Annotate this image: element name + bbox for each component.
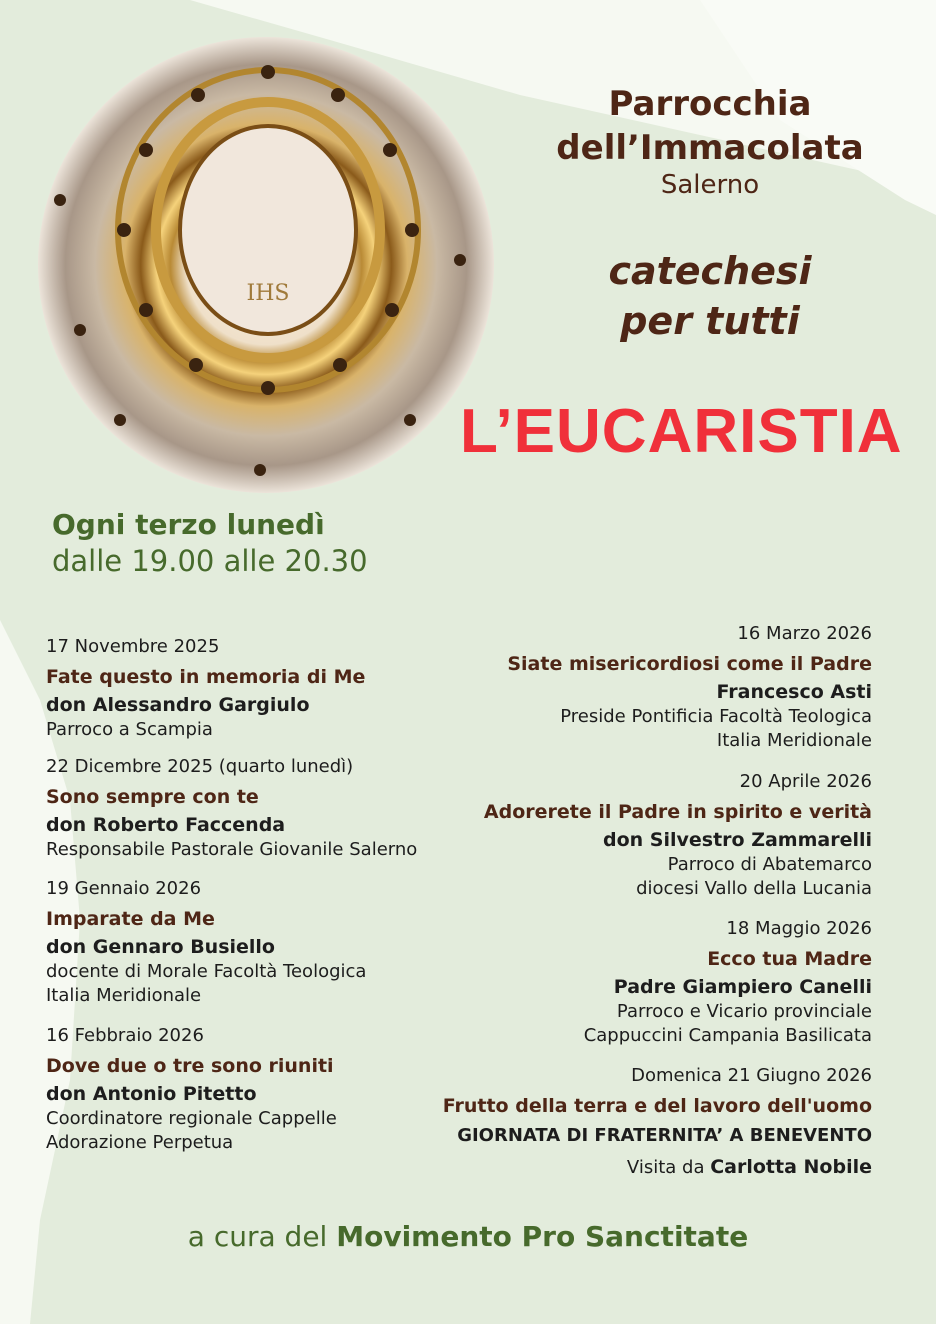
event-date: 20 Aprile 2026 [739, 771, 872, 792]
svg-text:IHS: IHS [246, 281, 290, 306]
event-title: Adorerete il Padre in spirito e verità [483, 801, 872, 823]
parish-name-line1: Parrocchia [608, 84, 812, 124]
event-date: 22 Dicembre 2025 (quarto lunedì) [46, 756, 354, 777]
event-speaker: don Gennaro Busiello [46, 936, 275, 958]
event-role: Italia Meridionale [46, 985, 202, 1006]
event-role: Parroco di Abatemarco [667, 854, 872, 875]
event-title: Fate questo in memoria di Me [46, 666, 366, 688]
event-speaker: don Antonio Pitetto [46, 1083, 257, 1105]
event-role: Responsabile Pastorale Giovanile Salerno [46, 839, 418, 860]
event-speaker: Francesco Asti [716, 681, 872, 703]
footer-prefix: a cura del [187, 1220, 337, 1253]
event-6 [484, 771, 872, 901]
event-role: Italia Meridionale [716, 730, 872, 751]
event-date: 17 Novembre 2025 [46, 636, 220, 657]
event-speaker: don Roberto Faccenda [46, 814, 286, 836]
event-5 [507, 623, 872, 753]
visit-prefix: Visita da [626, 1157, 711, 1178]
event-3 [46, 878, 366, 1008]
footer [0, 1220, 936, 1253]
event-highlight: GIORNATA DI FRATERNITA’ A BENEVENTO [457, 1125, 872, 1146]
event-visit [443, 1155, 872, 1180]
event-1 [46, 636, 365, 742]
schedule-hours: dalle 19.00 alle 20.30 [52, 544, 368, 578]
event-role: docente di Morale Facoltà Teologica [46, 961, 367, 982]
event-date: 19 Gennaio 2026 [46, 878, 202, 899]
event-speaker: Padre Giampiero Canelli [613, 976, 872, 998]
event-date: Domenica 21 Giugno 2026 [631, 1065, 872, 1086]
event-title: Dove due o tre sono riuniti [46, 1055, 334, 1077]
theme-title: L’EUCARISTIA [460, 397, 903, 466]
event-title: Imparate da Me [46, 908, 215, 930]
event-8 [443, 1065, 872, 1180]
event-title: Siate misericordiosi come il Padre [507, 653, 872, 675]
event-title: Frutto della terra e del lavoro dell'uomo [442, 1095, 872, 1117]
parish-name-line2: dell’Immacolata [556, 128, 864, 168]
event-role: Parroco e Vicario provinciale [616, 1001, 872, 1022]
event-role: diocesi Vallo della Lucania [636, 878, 872, 899]
event-role: Parroco a Scampia [46, 719, 213, 740]
schedule-frequency: Ogni terzo lunedì [52, 508, 325, 541]
catechesis-line2: per tutti [620, 299, 800, 343]
event-role: Coordinatore regionale Cappelle [46, 1108, 337, 1129]
catechesis-line1: catechesi [608, 249, 812, 293]
monstrance-image [38, 37, 494, 493]
event-speaker: don Silvestro Zammarelli [602, 829, 872, 851]
event-role: Preside Pontificia Facoltà Teologica [560, 706, 872, 727]
visit-name: Carlotta Nobile [710, 1156, 872, 1178]
event-title: Sono sempre con te [46, 786, 259, 808]
city: Salerno [660, 170, 760, 200]
event-2 [46, 756, 417, 862]
event-date: 18 Maggio 2026 [726, 918, 872, 939]
event-role: Cappuccini Campania Basilicata [583, 1025, 872, 1046]
event-4 [46, 1025, 337, 1155]
event-date: 16 Marzo 2026 [737, 623, 872, 644]
event-7 [584, 918, 872, 1048]
event-date: 16 Febbraio 2026 [46, 1025, 204, 1046]
event-title: Ecco tua Madre [707, 948, 872, 970]
event-speaker: don Alessandro Gargiulo [46, 694, 310, 716]
event-role: Adorazione Perpetua [46, 1132, 234, 1153]
footer-organization: Movimento Pro Sanctitate [336, 1220, 749, 1253]
